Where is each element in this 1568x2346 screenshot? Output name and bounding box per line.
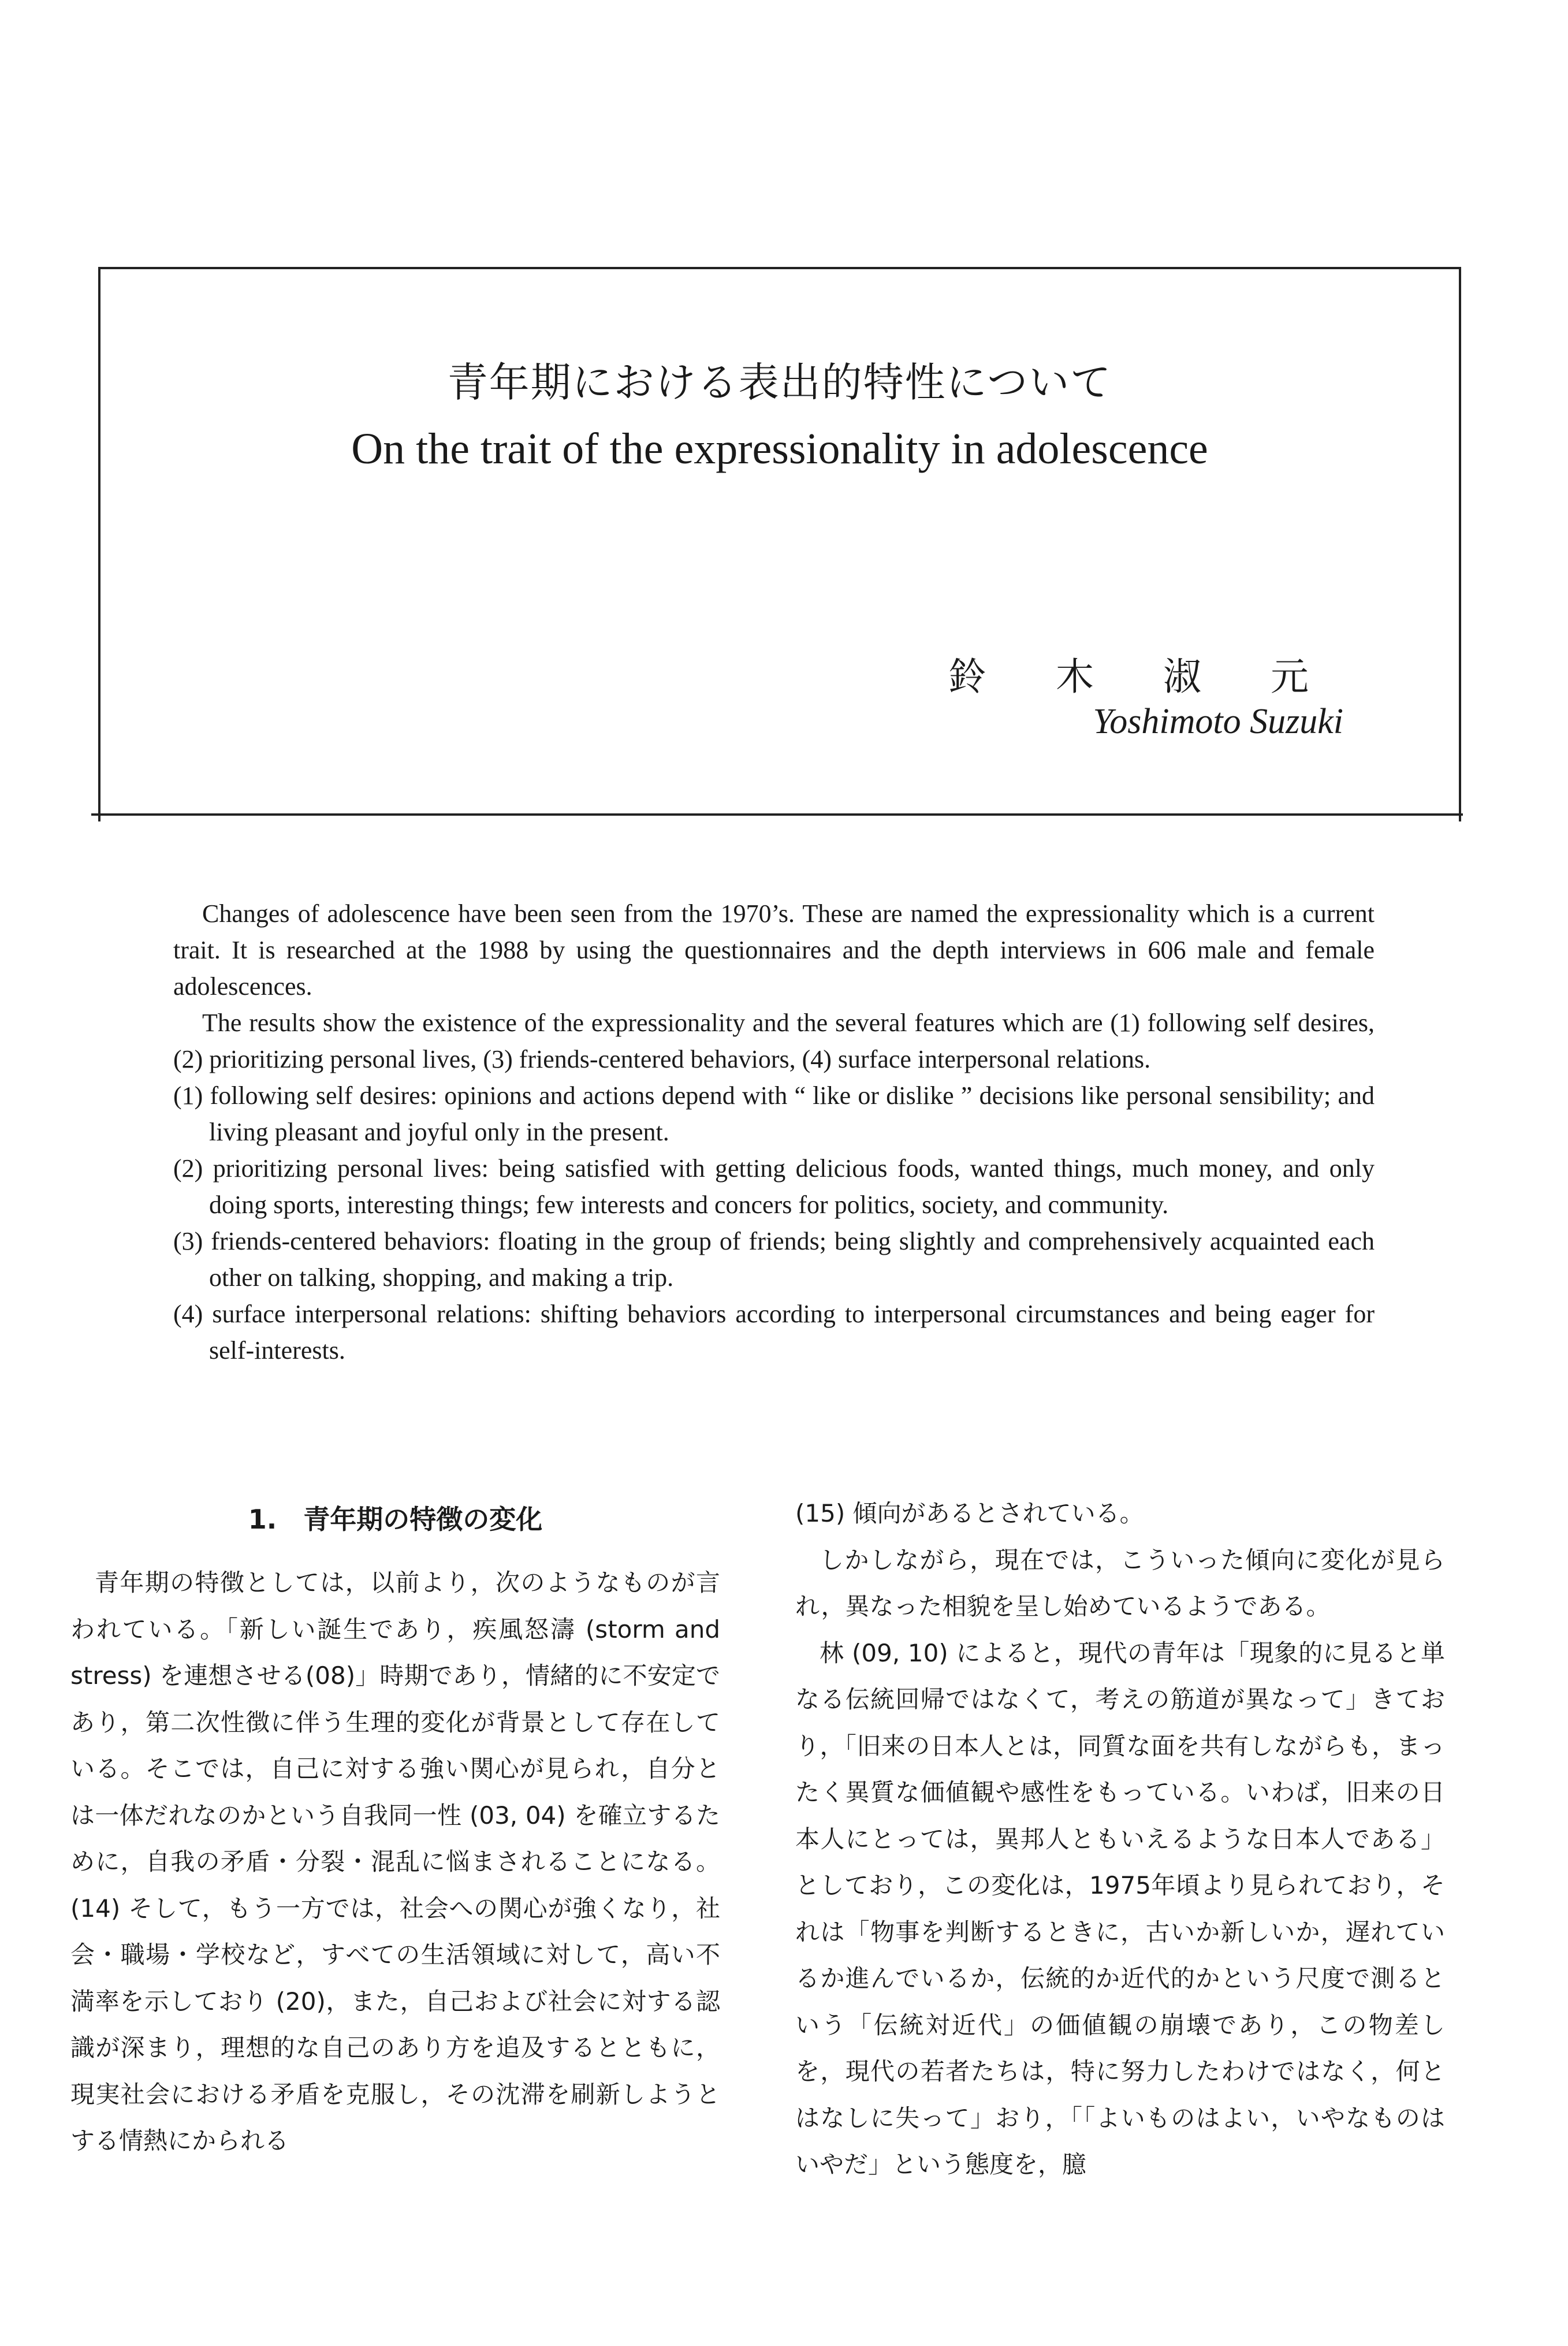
author-name-english: Yoshimoto Suzuki [1093,702,1343,741]
abstract-item-2: (2) prioritizing personal lives: being satisfied with getting delicious foods, wanted things, much money, and only doing sports, interesting things; few interests and concers for politics, society, and community. [173,1154,1375,1219]
title-english: On the trait of the expressionality in adolescence [351,425,1208,473]
abstract-item-4: (4) surface interpersonal relations: shifting behaviors according to interpersonal circumstances and being eager for self-interests. [173,1300,1375,1365]
abstract-item-3: (3) friends-centered behaviors: floating in the group of friends; being slightly and comprehensively acquainted each other on talking, shopping, and making a trip. [173,1227,1375,1292]
body-column-right [795,1490,1445,2188]
section-title: 青年期の特徴の変化 [303,1504,543,1535]
section-heading [70,1502,720,1537]
abstract [173,895,1375,1369]
title-japanese: 青年期における表出的特性について [447,359,1112,406]
author-name-japanese: 鈴木淑元 [948,655,1378,699]
body-paragraph-right-2: しかしながら，現在では，こういった傾向に変化が見られ，異なった相貌を呈し始めているようである。 [795,1545,1445,1620]
abstract-paragraph-2: The results show the existence of the expressionality and the several features which are (1) following self desires, (2) prioritizing personal lives, (3) friends-centered behaviors, (4) surface interpersonal relations. [173,1009,1375,1073]
body-paragraph-right-continued: (15) 傾向があるとされている。 [795,1499,1144,1527]
abstract-item-1: (1) following self desires: opinions and actions depend with “ like or dislike ” decisions like personal sensibility; and living pleasant and joyful only in the present. [173,1081,1375,1146]
title-box-bottom-rule [91,813,1463,816]
section-number: 1. [248,1504,277,1535]
abstract-paragraph-1: Changes of adolescence have been seen from the 1970’s. These are named the expressionality which is a current trait. It is researched at the 1988 by using the questionnaires and the depth interviews in 606 male and female adolescences. [173,899,1375,1001]
body-paragraph-right-3: 林 (09, 10) によると，現代の青年は「現象的に見ると単なる伝統回帰ではなくて，考えの筋道が異なって」きており，「旧来の日本人とは，同質な面を共有しながらも，まったく異質な価値観や感性をもっている。いわば，旧来の日本人にとっては，異邦人ともいえるような日本人である」としており，この変化は，1975年頃より見られており，それは「物事を判断するときに，古いか新しいか，遅れているか進んでいるか，伝統的か近代的かという尺度で測るという「伝統対近代」の価値観の崩壊であり，この物差しを，現代の若者たちは，特に努力したわけではなく，何とはなしに失って」おり，「「よいものはよい，いやなものはいやだ」という態度を，臆 [795,1638,1445,2178]
body-paragraph-left: 青年期の特徴としては，以前より，次のようなものが言われている。「新しい誕生であり，疾風怒濤 (storm and stress) を連想させる(08)」時期であり，情緒的に不安定であり，第二次性徴に伴う生理的変化が背景として存在している。そこでは，自己に対する強い関心が見られ，自分とは一体だれなのかという自我同一性 (03, 04) を確立するために，自我の矛盾・分裂・混乱に悩まされることになる。(14) そして，もう一方では，社会への関心が強くなり，社会・職場・学校など，すべての生活領域に対して，高い不満率を示しており (20)，また，自己および社会に対する認識が深まり，理想的な自己のあり方を追及するとともに，現実社会における矛盾を克服し，その沈滞を刷新しようとする情熱にかられる [70,1568,720,2155]
title-box [98,267,1461,821]
body-column-left [70,1490,720,2165]
